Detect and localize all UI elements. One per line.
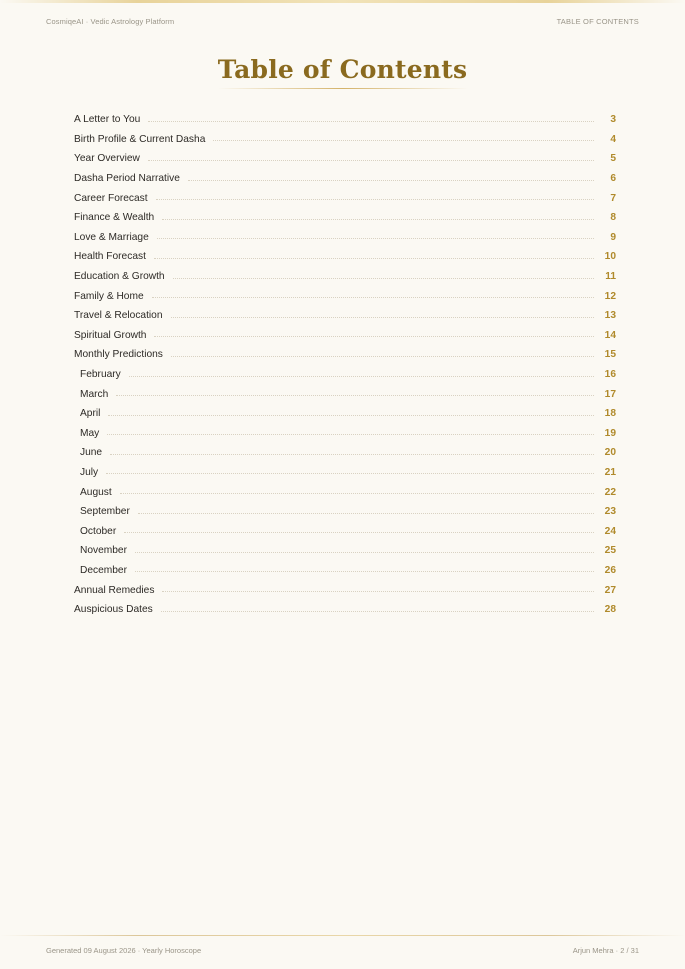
toc-page-number: 21 (604, 466, 616, 478)
toc-entry-label: October (80, 525, 117, 537)
toc-dot-leader (152, 296, 594, 298)
toc-entry[interactable] (74, 345, 616, 365)
toc-dot-leader (124, 531, 594, 533)
toc-subentry[interactable] (74, 384, 616, 404)
toc-dot-leader (173, 277, 594, 279)
toc-entry-label: Finance & Wealth (74, 212, 155, 224)
toc-dot-leader (213, 139, 594, 141)
toc-dot-leader (154, 257, 594, 259)
toc-entry[interactable] (74, 130, 616, 150)
toc-entry-label: Birth Profile & Current Dasha (74, 133, 206, 145)
toc-subentry[interactable] (74, 463, 616, 483)
toc-entry[interactable] (74, 149, 616, 169)
toc-entry[interactable] (74, 600, 616, 620)
toc-entry-label: Auspicious Dates (74, 604, 153, 616)
toc-page-number: 14 (604, 329, 616, 341)
table-of-contents (74, 110, 616, 619)
toc-entry-label: August (80, 486, 112, 498)
toc-entry[interactable] (74, 247, 616, 267)
toc-page-number: 13 (604, 310, 616, 322)
toc-subentry[interactable] (74, 502, 616, 522)
toc-entry[interactable] (74, 110, 616, 130)
toc-entry-label: Dasha Period Narrative (74, 173, 180, 185)
toc-subentry[interactable] (74, 404, 616, 424)
toc-page-number: 24 (604, 525, 616, 537)
toc-subentry[interactable] (74, 541, 616, 561)
toc-subentry[interactable] (74, 482, 616, 502)
page-title: Table of Contents (217, 55, 468, 84)
toc-dot-leader (161, 610, 594, 612)
toc-entry[interactable] (74, 306, 616, 326)
toc-entry-label: April (80, 408, 101, 420)
toc-entry[interactable] (74, 208, 616, 228)
toc-dot-leader (148, 159, 594, 161)
toc-dot-leader (162, 218, 594, 220)
toc-dot-leader (106, 472, 594, 474)
toc-subentry[interactable] (74, 424, 616, 444)
toc-dot-leader (135, 551, 594, 553)
toc-page-number: 9 (610, 231, 616, 243)
toc-page-number: 10 (604, 251, 616, 263)
toc-page-number: 28 (604, 604, 616, 616)
toc-entry-label: Year Overview (74, 153, 140, 165)
toc-dot-leader (107, 433, 594, 435)
toc-entry-label: Monthly Predictions (74, 349, 163, 361)
toc-dot-leader (157, 237, 594, 239)
toc-entry[interactable] (74, 188, 616, 208)
toc-entry-label: Spiritual Growth (74, 329, 147, 341)
toc-page-number: 3 (610, 114, 616, 126)
toc-page-number: 12 (604, 290, 616, 302)
toc-page-number: 23 (604, 506, 616, 518)
toc-entry-label: February (80, 369, 121, 381)
toc-page-number: 18 (604, 408, 616, 420)
toc-entry-label: Health Forecast (74, 251, 146, 263)
toc-entry-label: Career Forecast (74, 192, 148, 204)
toc-page-number: 8 (610, 212, 616, 224)
top-decorative-rule (0, 0, 685, 3)
toc-entry-label: July (80, 466, 99, 478)
toc-page-number: 19 (604, 427, 616, 439)
toc-entry[interactable] (74, 580, 616, 600)
toc-page-number: 11 (605, 271, 616, 283)
toc-page-number: 15 (604, 349, 616, 361)
toc-dot-leader (148, 120, 594, 122)
toc-page-number: 6 (610, 173, 616, 185)
toc-page-number: 4 (610, 133, 616, 145)
toc-dot-leader (138, 512, 594, 514)
toc-entry-label: March (80, 388, 109, 400)
toc-page-number: 25 (604, 545, 616, 557)
toc-subentry[interactable] (74, 365, 616, 385)
toc-entry[interactable] (74, 326, 616, 346)
footer-generated-info: Generated 09 August 2026 · Yearly Horoscope (46, 946, 202, 955)
toc-page-number: 16 (604, 369, 616, 381)
toc-entry-label: Travel & Relocation (74, 310, 163, 322)
toc-subentry[interactable] (74, 561, 616, 581)
title-underline (218, 88, 468, 89)
toc-subentry[interactable] (74, 443, 616, 463)
toc-entry-label: May (80, 427, 100, 439)
toc-dot-leader (188, 179, 594, 181)
toc-entry-label: November (80, 545, 127, 557)
toc-page-number: 17 (604, 388, 616, 400)
toc-entry-label: Annual Remedies (74, 584, 155, 596)
toc-dot-leader (154, 335, 594, 337)
toc-dot-leader (120, 492, 594, 494)
toc-page-number: 20 (604, 447, 616, 459)
toc-dot-leader (162, 590, 594, 592)
toc-entry-label: September (80, 506, 130, 518)
toc-entry-label: December (80, 564, 127, 576)
header-brand: CosmiqeAI · Vedic Astrology Platform (46, 17, 175, 26)
toc-dot-leader (116, 394, 594, 396)
toc-entry[interactable] (74, 228, 616, 248)
toc-entry[interactable] (74, 286, 616, 306)
toc-dot-leader (171, 316, 594, 318)
toc-dot-leader (171, 355, 594, 357)
toc-page-number: 22 (604, 486, 616, 498)
toc-entry-label: A Letter to You (74, 114, 141, 126)
toc-entry[interactable] (74, 267, 616, 287)
toc-entry[interactable] (74, 169, 616, 189)
toc-entry-label: Family & Home (74, 290, 144, 302)
toc-entry-label: Education & Growth (74, 271, 165, 283)
toc-dot-leader (129, 375, 594, 377)
toc-dot-leader (110, 453, 594, 455)
toc-page-number: 26 (604, 564, 616, 576)
footer-decorative-rule (0, 935, 685, 936)
header-section-name: TABLE OF CONTENTS (556, 17, 639, 26)
toc-page-number: 27 (604, 584, 616, 596)
toc-dot-leader (135, 570, 594, 572)
toc-page-number: 7 (610, 192, 616, 204)
toc-entry-label: June (80, 447, 103, 459)
toc-page-number: 5 (610, 153, 616, 165)
toc-subentry[interactable] (74, 521, 616, 541)
footer-page-info: Arjun Mehra · 2 / 31 (572, 946, 639, 955)
toc-dot-leader (156, 198, 594, 200)
toc-entry-label: Love & Marriage (74, 231, 149, 243)
toc-dot-leader (108, 414, 594, 416)
